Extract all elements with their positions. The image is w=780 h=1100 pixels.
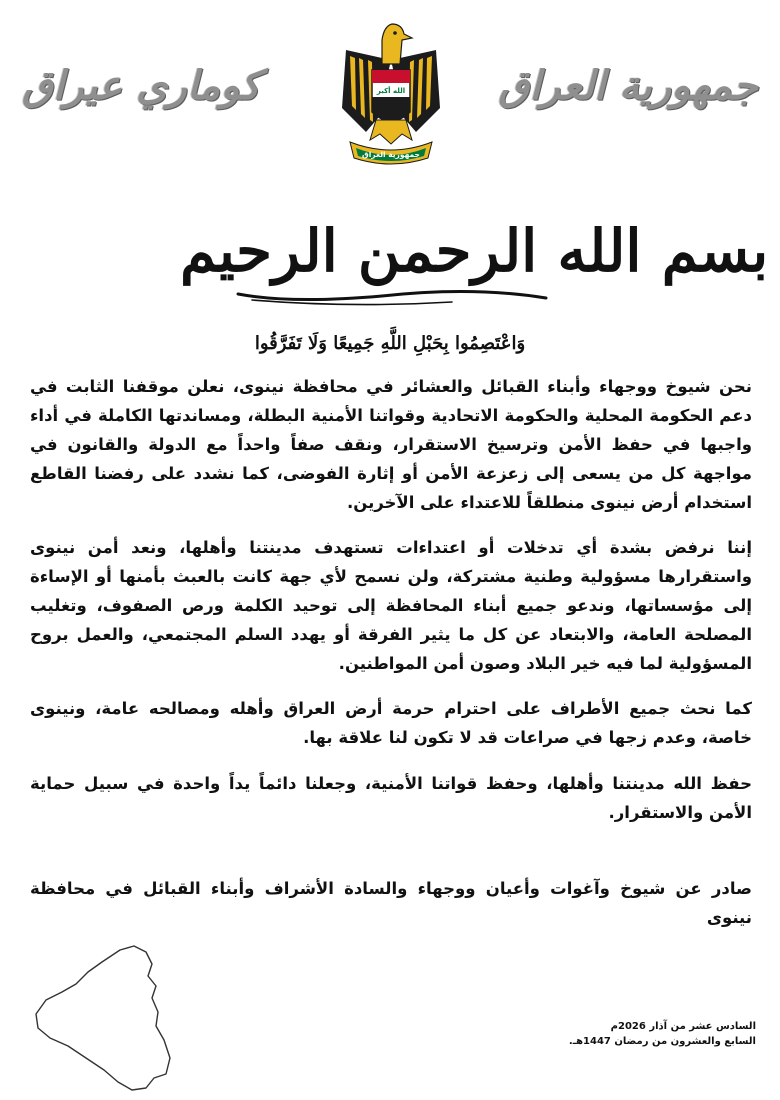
date-block bbox=[496, 1019, 756, 1049]
quran-verse: وَاعْتَصِمُوا بِحَبْلِ اللَّهِ جَمِيعًا وَلَا تَفَرَّقُوا bbox=[254, 333, 526, 354]
statement-paragraph-2: إننا نرفض بشدة أي تدخلات أو اعتداءات تستهدف مدينتنا وأهلها، ونعد أمن نينوى واستقرارها مسؤولية وطنية مشتركة، ولن نسمح لأي جهة كانت بالعبث بأمنها أو الإساءة إلى مؤسساتها، وندعو جميع أبناء المحافظة إلى توحيد الكلمة ورص الصفوف، وتغليب المصلحة العامة، والابتعاد عن كل ما يثير الفرقة أو يهدد السلم المجتمعي، والعمل بروح المسؤولية لما فيه خير البلاد وصون أمن المواطنين. bbox=[30, 538, 752, 673]
statement-paragraph-4: حفظ الله مدينتنا وأهلها، وحفظ قواتنا الأمنية، وجعلنا دائماً يداً واحدة في سبيل حماية الأمن والاستقرار. bbox=[30, 774, 752, 822]
issuer-line: صادر عن شيوخ وآغوات وأعيان ووجهاء والسادة الأشراف وأبناء القبائل في محافظة نينوى bbox=[30, 879, 752, 927]
hijri-date: السابع والعشرون من رمضان 1447هـ. bbox=[568, 1036, 756, 1047]
emblem-ribbon-text: جمهورية العراق bbox=[362, 150, 420, 159]
calligraphy-swash bbox=[232, 250, 552, 306]
arabic-header-text: جمهورية العراق bbox=[498, 62, 758, 109]
statement-paragraph-1: نحن شيوخ ووجهاء وأبناء القبائل والعشائر في محافظة نينوى، نعلن موقفنا الثابت في دعم الحكومة المحلية والحكومة الاتحادية وقواتنا الأمنية البطلة، ومساندتها الكاملة في أداء واجبها في حفظ الأمن وترسيخ الاستقرار، ونقف صفاً واحداً مع الدولة والقانون في مواجهة كل من يسعى إلى زعزعة الأمن أو إثارة الفوضى، كما نشدد على رفضنا القاطع استخدام أرض نينوى منطلقاً للاعتداء على الآخرين. bbox=[30, 377, 752, 512]
basmala-calligraphy: بسم الله الرحمن الرحيم bbox=[180, 217, 769, 285]
kurdish-header-text: كوماري عيراق bbox=[22, 62, 261, 109]
gregorian-date: السادس عشر من آذار 2026م bbox=[610, 1021, 756, 1032]
iraq-eagle-emblem bbox=[336, 20, 446, 166]
statement-paragraph-3: كما نحث جميع الأطراف على احترام حرمة أرض العراق وأهله ومصالحه عامة، ونينوى خاصة، وعدم زجها في صراعات قد لا تكون لنا علاقة بها. bbox=[30, 699, 752, 747]
iraq-map-outline bbox=[28, 942, 178, 1094]
emblem-flag-text: الله أكبر bbox=[376, 87, 406, 95]
